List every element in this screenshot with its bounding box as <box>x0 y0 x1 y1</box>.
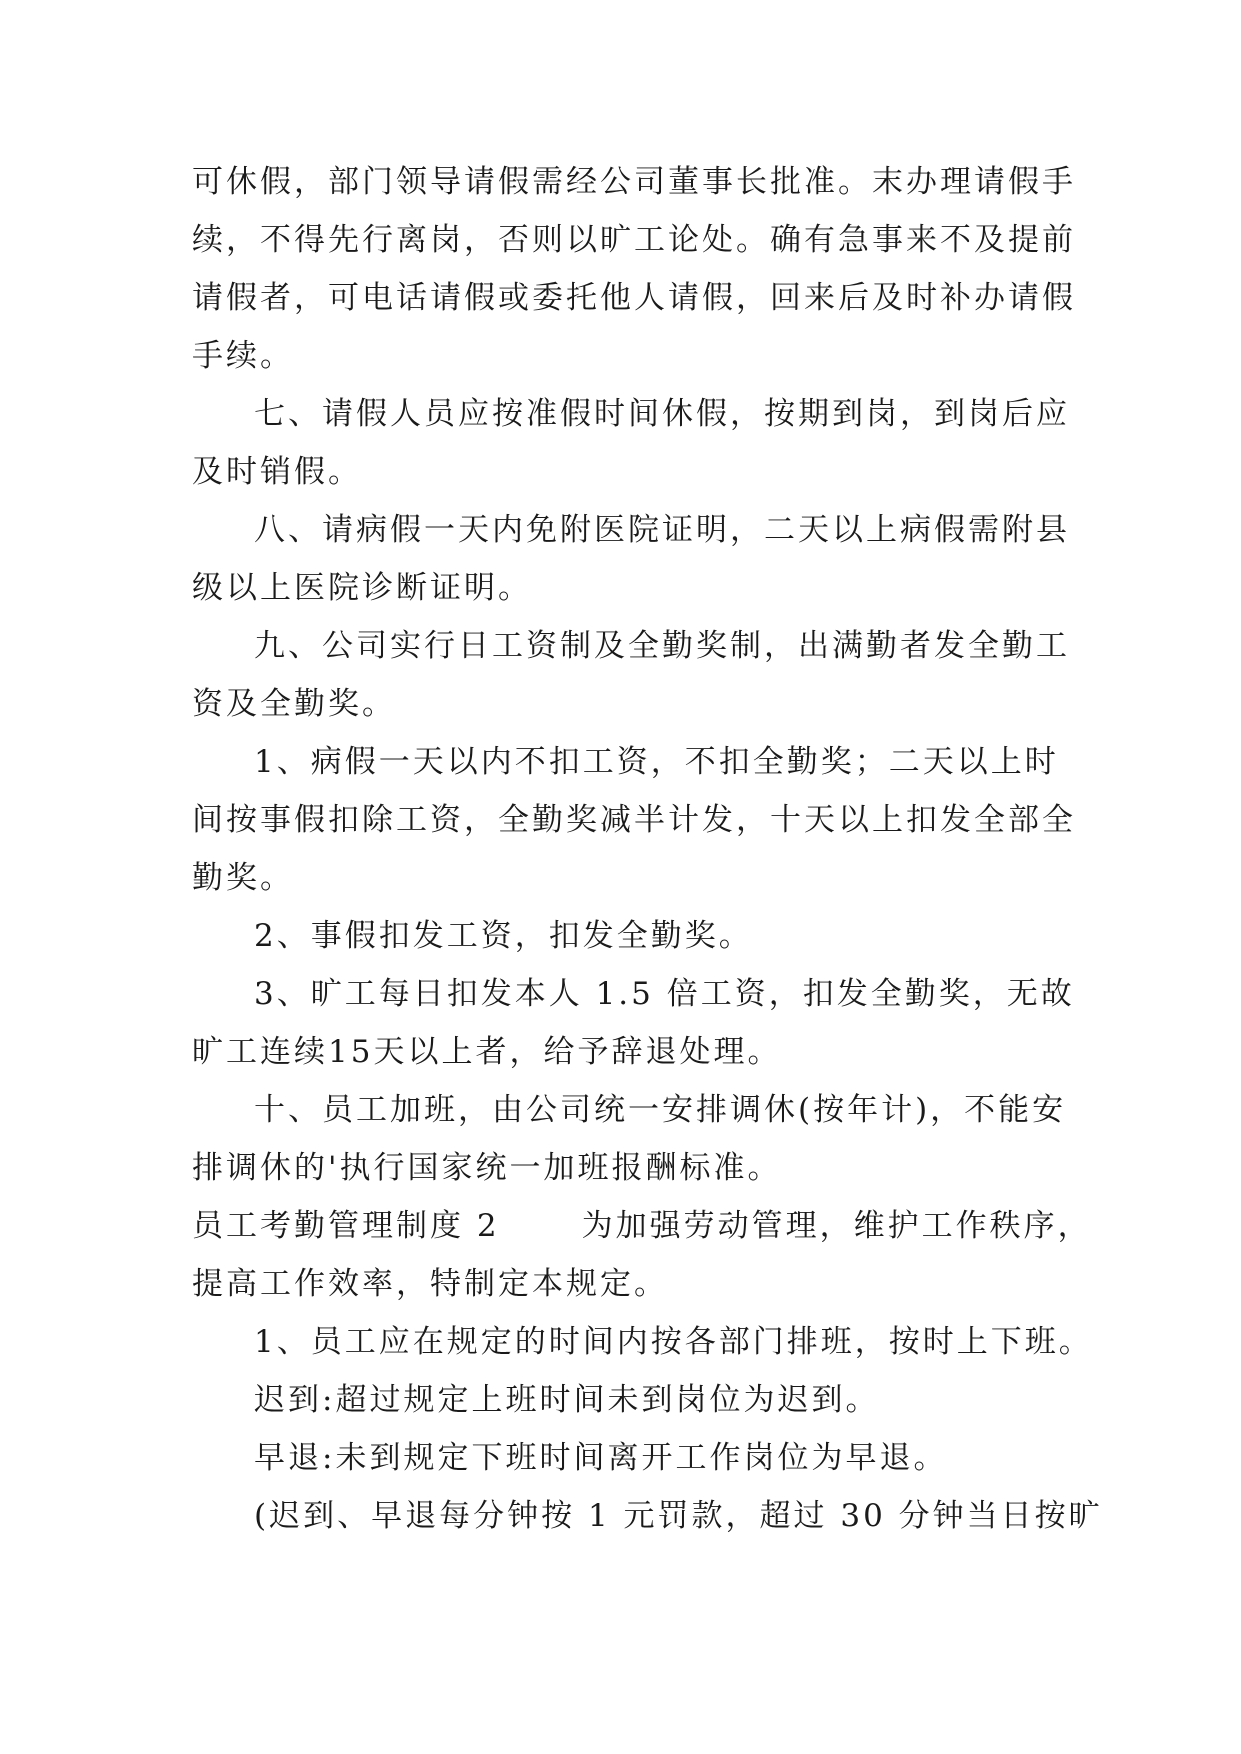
paragraph-line: 请假者，可电话请假或委托他人请假，回来后及时补办请假 <box>192 280 1076 316</box>
paragraph-line: 八、请病假一天内免附医院证明，二天以上病假需附县 <box>254 512 1070 548</box>
paragraph-line: 七、请假人员应按准假时间休假，按期到岗，到岗后应 <box>254 396 1070 432</box>
paragraph-line: 迟到:超过规定上班时间未到岗位为迟到。 <box>254 1382 880 1418</box>
paragraph-line: 手续。 <box>192 338 294 374</box>
section-title: 员工考勤管理制度 2 <box>192 1208 500 1244</box>
paragraph-line: 早退:未到规定下班时间离开工作岗位为早退。 <box>254 1440 948 1476</box>
paragraph-line: 排调休的'执行国家统一加班报酬标准。 <box>192 1150 782 1186</box>
section-title-line <box>192 1204 1092 1248</box>
paragraph-line: 续，不得先行离岗，否则以旷工论处。确有急事来不及提前 <box>192 222 1076 258</box>
paragraph-line: 级以上医院诊断证明。 <box>192 570 532 606</box>
paragraph-line: 间按事假扣除工资，全勤奖减半计发，十天以上扣发全部全 <box>192 802 1076 838</box>
paragraph-line: 旷工连续15天以上者，给予辞退处理。 <box>192 1034 782 1070</box>
paragraph-line: 3、旷工每日扣发本人 1.5 倍工资，扣发全勤奖，无故 <box>254 976 1075 1012</box>
paragraph-line: 十、员工加班，由公司统一安排调休(按年计)，不能安 <box>254 1092 1067 1128</box>
paragraph-line: 可休假，部门领导请假需经公司董事长批准。末办理请假手 <box>192 164 1076 200</box>
paragraph-line: 提高工作效率，特制定本规定。 <box>192 1266 668 1302</box>
paragraph-line: 九、公司实行日工资制及全勤奖制，出满勤者发全勤工 <box>254 628 1070 664</box>
paragraph-line: 及时销假。 <box>192 454 362 490</box>
paragraph-text: 为加强劳动管理，维护工作秩序， <box>581 1208 1092 1244</box>
paragraph-line: 2、事假扣发工资，扣发全勤奖。 <box>254 918 753 954</box>
paragraph-line: 1、病假一天以内不扣工资，不扣全勤奖；二天以上时 <box>254 744 1059 780</box>
paragraph-line: 资及全勤奖。 <box>192 686 396 722</box>
paragraph-line: 勤奖。 <box>192 860 294 896</box>
paragraph-line: 1、员工应在规定的时间内按各部门排班，按时上下班。 <box>254 1324 1093 1360</box>
paragraph-line: (迟到、早退每分钟按 1 元罚款，超过 30 分钟当日按旷 <box>254 1498 1103 1534</box>
